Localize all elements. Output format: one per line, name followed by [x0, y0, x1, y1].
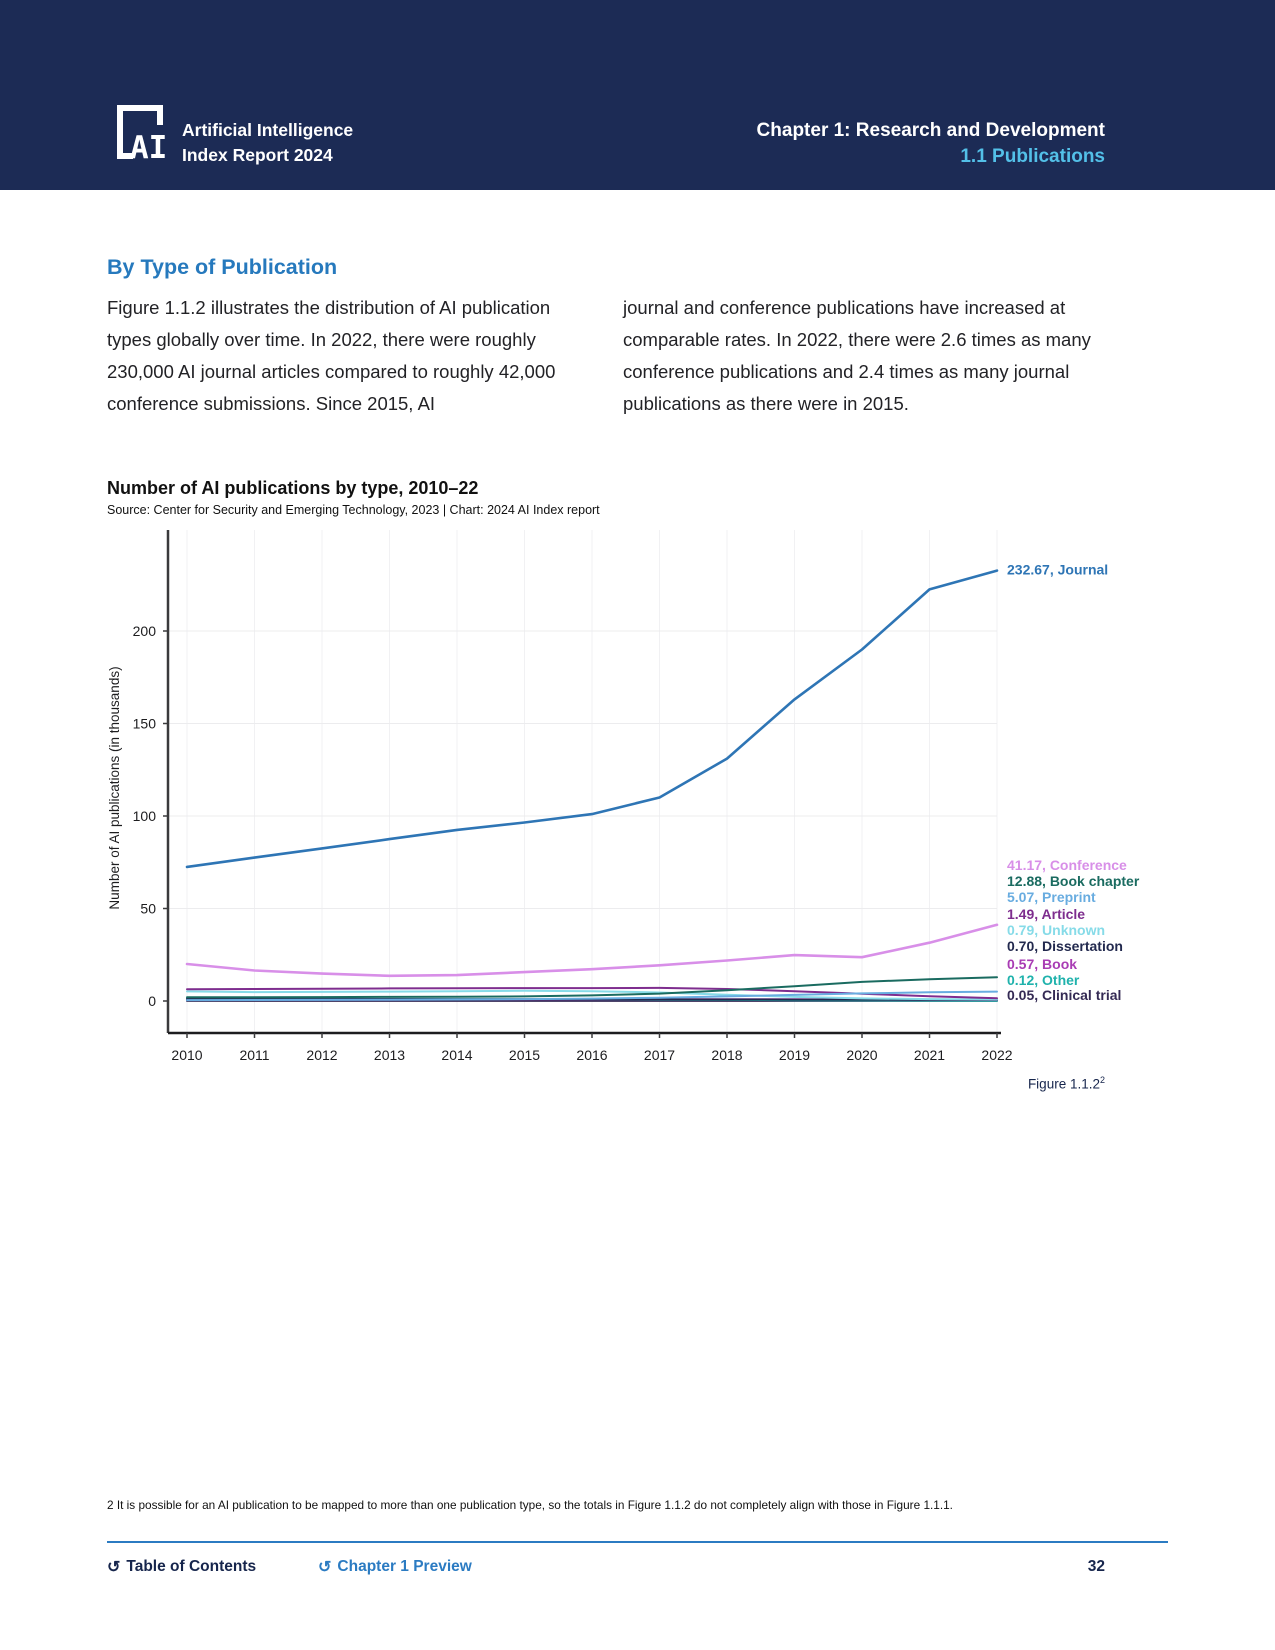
chart-svg	[0, 518, 1275, 1078]
series-end-label-conference: 41.17, Conference	[1007, 857, 1127, 873]
brand-title	[182, 118, 353, 168]
ai-index-logo-svg	[107, 97, 171, 161]
series-end-label-dissertation: 0.70, Dissertation	[1007, 938, 1123, 954]
page-number: 32	[1087, 1558, 1105, 1575]
series-end-label-unknown: 0.79, Unknown	[1007, 922, 1106, 938]
footnote-text: 2 It is possible for an AI publication to be mapped to more than one publication type, so the totals in Figure 1.1.2 do not completely align with those in Figure 1.1.1.	[107, 1498, 953, 1512]
chapter-block	[757, 118, 1105, 170]
chapter-preview-link[interactable]	[318, 1556, 472, 1576]
x-tick-label: 2020	[846, 1047, 878, 1063]
series-end-label-clinical-trial: 0.05, Clinical trial	[1007, 987, 1122, 1003]
x-tick-label: 2019	[778, 1047, 811, 1063]
y-axis-title: Number of AI publications (in thousands)	[107, 666, 122, 910]
svg-text:AI: AI	[130, 130, 168, 161]
ai-index-logo-icon	[107, 97, 171, 161]
x-tick-label: 2013	[373, 1047, 406, 1063]
brand-line1: Artificial Intelligence	[182, 120, 354, 140]
return-arrow-icon: ↺	[107, 1559, 121, 1576]
x-tick-label: 2018	[711, 1047, 743, 1063]
article-column-right: journal and conference publications have increased at comparable rates. In 2022, there were 2.6 times as many conference publications and 2.4 times as many journal publications as there were in 2015.	[623, 297, 1091, 414]
x-tick-label: 2011	[239, 1047, 270, 1063]
article-heading: By Type of Publication	[107, 255, 338, 279]
series-end-label-other: 0.12, Other	[1007, 972, 1080, 988]
table-of-contents-label: Table of Contents	[126, 1558, 257, 1575]
section-title: 1.1 Publications	[960, 146, 1105, 167]
x-tick-label: 2014	[441, 1047, 473, 1063]
article-column-left: Figure 1.1.2 illustrates the distribution of AI publication types globally over time. In 2022, there were roughly 230,000 AI journal articles compared to roughly 42,000 conference submissions. Since 2015, AI	[107, 297, 556, 414]
series-end-label-article: 1.49, Article	[1007, 906, 1086, 922]
page-header	[0, 0, 1275, 190]
x-tick-label: 2021	[913, 1047, 946, 1063]
x-tick-label: 2017	[643, 1047, 676, 1063]
x-tick-label: 2010	[171, 1047, 203, 1063]
brand-line2: Index Report 2024	[182, 145, 333, 165]
table-of-contents-link[interactable]	[107, 1556, 256, 1576]
y-tick-label: 50	[140, 900, 156, 917]
x-tick-label: 2016	[576, 1047, 608, 1063]
series-end-label-journal: 232.67, Journal	[1007, 561, 1109, 578]
chart-title: Number of AI publications by type, 2010–22	[107, 478, 479, 498]
page-footer	[0, 1556, 1275, 1586]
series-end-label-book: 0.57, Book	[1007, 956, 1078, 972]
series-end-label-preprint: 5.07, Preprint	[1007, 889, 1096, 905]
x-tick-label: 2012	[306, 1047, 338, 1063]
publications-line-chart	[0, 518, 1275, 1078]
series-end-label-book-chapter: 12.88, Book chapter	[1007, 873, 1140, 889]
return-arrow-icon: ↺	[318, 1559, 332, 1576]
x-tick-label: 2022	[981, 1047, 1013, 1063]
y-tick-label: 0	[148, 993, 156, 1009]
y-tick-label: 150	[132, 715, 156, 732]
figure-caption-footnote-ref: 2	[1099, 1075, 1105, 1085]
chart-source: Source: Center for Security and Emerging Technology, 2023 | Chart: 2024 AI Index report	[107, 503, 600, 517]
x-tick-label: 2015	[508, 1047, 541, 1063]
footer-divider	[107, 1541, 1168, 1543]
figure-caption-text: Figure 1.1.2	[1027, 1076, 1100, 1092]
chapter-title: Chapter 1: Research and Development	[756, 120, 1105, 141]
figure-caption	[1028, 1075, 1105, 1092]
y-tick-label: 100	[132, 808, 156, 824]
y-tick-label: 200	[132, 623, 156, 639]
chapter-preview-label: Chapter 1 Preview	[337, 1558, 472, 1575]
